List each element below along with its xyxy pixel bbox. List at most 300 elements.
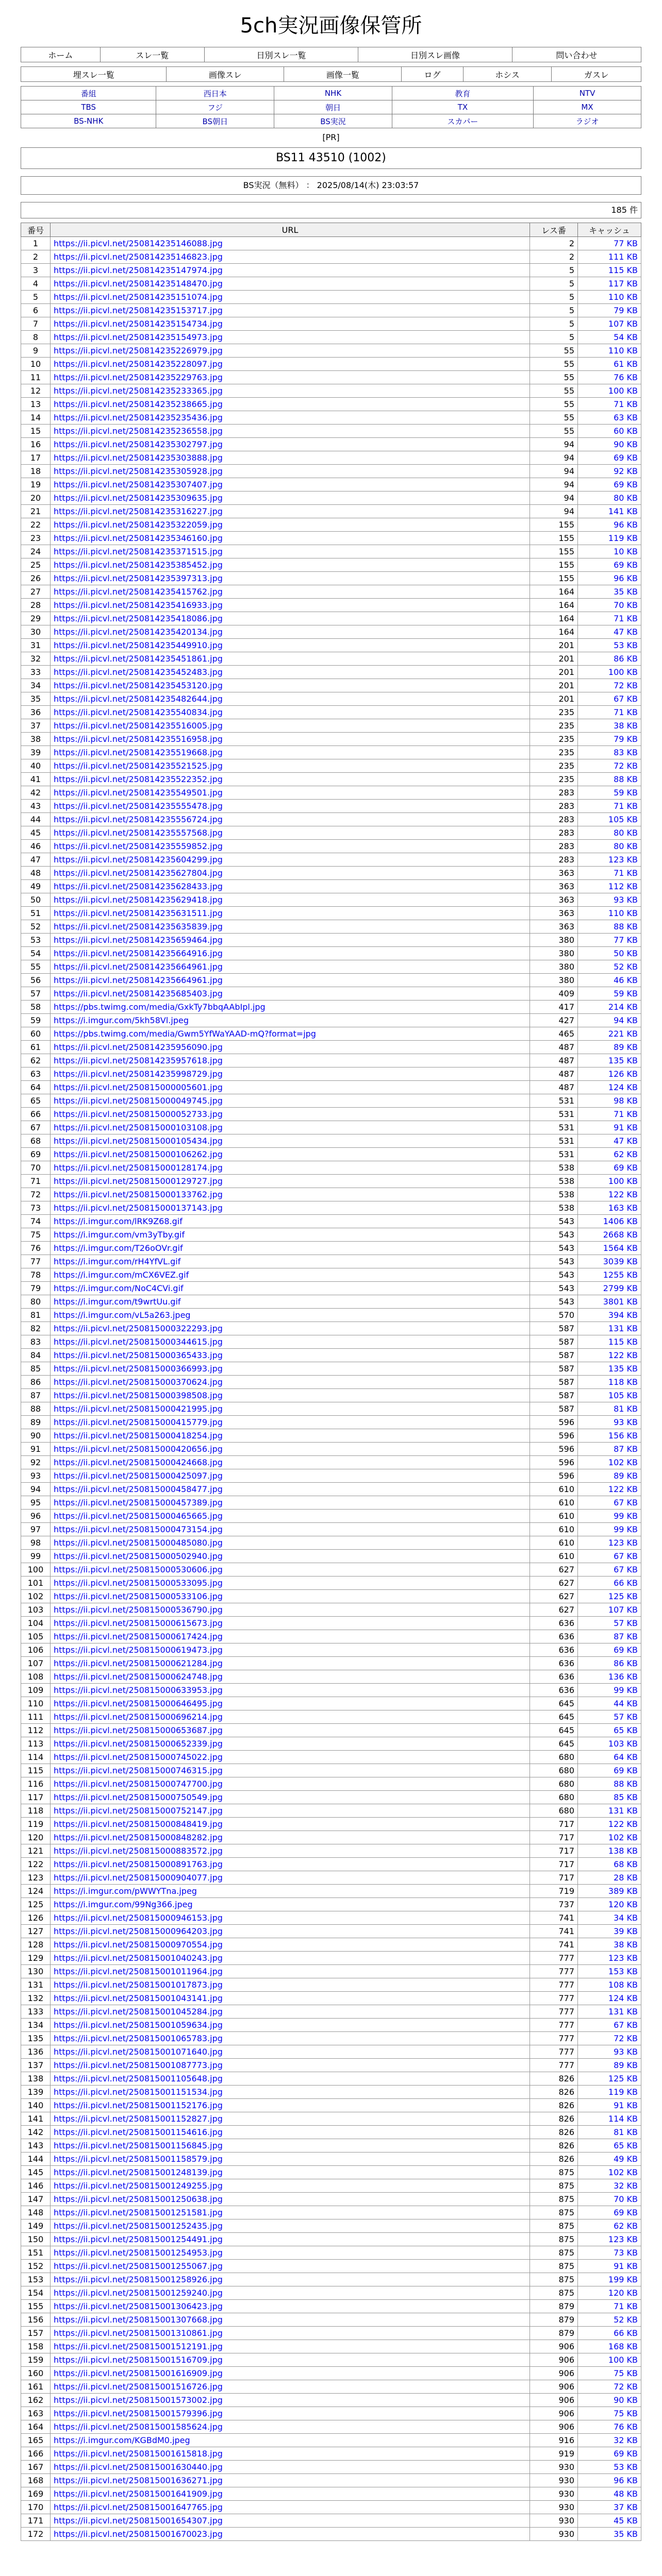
cache-link[interactable]: 71 KB [578,612,641,625]
image-url-link[interactable]: https://ii.picvl.net/250814235519668.jpg [51,746,530,759]
cache-link[interactable]: 100 KB [578,1175,641,1188]
image-url-link[interactable]: https://ii.picvl.net/250815000904077.jpg [51,1871,530,1885]
cache-link[interactable]: 87 KB [578,1443,641,1456]
board-link[interactable]: MX [534,100,641,114]
image-url-link[interactable]: https://ii.picvl.net/250814235322059.jpg [51,518,530,532]
image-url-link[interactable]: https://ii.picvl.net/250814235416933.jpg [51,599,530,612]
cache-link[interactable]: 70 KB [578,2193,641,2206]
cache-link[interactable]: 81 KB [578,2126,641,2139]
image-url-link[interactable]: https://ii.picvl.net/250815000458477.jpg [51,1483,530,1496]
image-url-link[interactable]: https://ii.picvl.net/250815001616909.jpg [51,2367,530,2380]
image-url-link[interactable]: https://ii.picvl.net/250814235307407.jpg [51,478,530,492]
cache-link[interactable]: 35 KB [578,2528,641,2541]
cache-link[interactable]: 67 KB [578,1550,641,1563]
cache-link[interactable]: 100 KB [578,666,641,679]
image-url-link[interactable]: https://ii.picvl.net/250814235154734.jpg [51,317,530,331]
image-url-link[interactable]: https://ii.picvl.net/250815001579396.jpg [51,2407,530,2420]
board-link[interactable]: 教育 [392,87,533,100]
cache-link[interactable]: 46 KB [578,974,641,987]
image-url-link[interactable]: https://ii.picvl.net/250814235685403.jpg [51,987,530,1001]
cache-link[interactable]: 108 KB [578,1978,641,1992]
cache-link[interactable]: 135 KB [578,1054,641,1067]
image-url-link[interactable]: https://ii.picvl.net/250814235346160.jpg [51,532,530,545]
image-url-link[interactable]: https://ii.picvl.net/250814235604299.jpg [51,853,530,867]
image-url-link[interactable]: https://ii.picvl.net/250815000619473.jpg [51,1643,530,1657]
cache-link[interactable]: 66 KB [578,1577,641,1590]
image-url-link[interactable]: https://ii.picvl.net/250815001259240.jpg [51,2286,530,2300]
cache-link[interactable]: 37 KB [578,2501,641,2514]
cache-link[interactable]: 115 KB [578,264,641,277]
cache-link[interactable]: 71 KB [578,398,641,411]
image-url-link[interactable]: https://ii.picvl.net/250815000418254.jpg [51,1429,530,1443]
image-url-link[interactable]: https://ii.picvl.net/250814235559852.jpg [51,840,530,853]
cache-link[interactable]: 100 KB [578,384,641,398]
image-url-link[interactable]: https://ii.picvl.net/250814235516005.jpg [51,719,530,733]
image-url-link[interactable]: https://ii.picvl.net/250815000105434.jpg [51,1134,530,1148]
cache-link[interactable]: 98 KB [578,1094,641,1108]
image-url-link[interactable]: https://ii.picvl.net/250814235235436.jpg [51,411,530,425]
cache-link[interactable]: 120 KB [578,1898,641,1911]
image-url-link[interactable]: https://ii.picvl.net/250815001306423.jpg [51,2300,530,2313]
cache-link[interactable]: 32 KB [578,2179,641,2193]
cache-link[interactable]: 67 KB [578,1496,641,1510]
image-url-link[interactable]: https://ii.picvl.net/250815001512191.jpg [51,2340,530,2353]
image-url-link[interactable]: https://ii.picvl.net/250815001065783.jpg [51,2032,530,2045]
image-url-link[interactable]: https://ii.picvl.net/250815001040243.jpg [51,1952,530,1965]
cache-link[interactable]: 72 KB [578,2032,641,2045]
cache-link[interactable]: 124 KB [578,1081,641,1094]
cache-link[interactable]: 62 KB [578,1148,641,1161]
cache-link[interactable]: 112 KB [578,880,641,893]
image-url-link[interactable]: https://ii.picvl.net/250814235521525.jpg [51,759,530,773]
image-url-link[interactable]: https://ii.picvl.net/250815000365433.jpg [51,1349,530,1362]
image-url-link[interactable]: https://ii.picvl.net/250815001307668.jpg [51,2313,530,2327]
image-url-link[interactable]: https://ii.picvl.net/250814235233365.jpg [51,384,530,398]
image-url-link[interactable]: https://ii.picvl.net/250814235420134.jpg [51,625,530,639]
image-url-link[interactable]: https://ii.picvl.net/250815001156845.jpg [51,2139,530,2153]
cache-link[interactable]: 81 KB [578,1402,641,1416]
image-url-link[interactable]: https://ii.picvl.net/250815001087773.jpg [51,2059,530,2072]
cache-link[interactable]: 72 KB [578,759,641,773]
image-url-link[interactable]: https://ii.picvl.net/250815001105648.jpg [51,2072,530,2086]
cache-link[interactable]: 138 KB [578,1844,641,1858]
image-url-link[interactable]: https://ii.picvl.net/250815001630440.jpg [51,2461,530,2474]
image-url-link[interactable]: https://ii.picvl.net/250814235956090.jpg [51,1041,530,1054]
cache-link[interactable]: 99 KB [578,1523,641,1536]
cache-link[interactable]: 123 KB [578,2233,641,2246]
nav-gasure[interactable]: ガスレ [552,67,641,82]
cache-link[interactable]: 1255 KB [578,1268,641,1282]
image-url-link[interactable]: https://ii.picvl.net/250815001158579.jpg [51,2153,530,2166]
cache-link[interactable]: 126 KB [578,1067,641,1081]
cache-link[interactable]: 120 KB [578,2286,641,2300]
board-link[interactable]: 西日本 [156,87,274,100]
image-url-link[interactable]: https://ii.picvl.net/250814235226979.jpg [51,344,530,358]
cache-link[interactable]: 66 KB [578,2327,641,2340]
cache-link[interactable]: 69 KB [578,1161,641,1175]
nav-image-threads[interactable]: 画像スレ [167,67,284,82]
image-url-link[interactable]: https://ii.picvl.net/250814235371515.jpg [51,545,530,558]
image-url-link[interactable]: https://ii.picvl.net/250815000747700.jpg [51,1777,530,1791]
image-url-link[interactable]: https://pbs.twimg.com/media/Gwm5YfWaYAAD-mQ?format=jpg [51,1027,530,1041]
image-url-link[interactable]: https://ii.picvl.net/250815001255067.jpg [51,2260,530,2273]
image-url-link[interactable]: https://ii.picvl.net/250814235627804.jpg [51,867,530,880]
image-url-link[interactable]: https://ii.picvl.net/250814235316227.jpg [51,505,530,518]
image-url-link[interactable]: https://ii.picvl.net/250814235148470.jpg [51,277,530,291]
image-url-link[interactable]: https://ii.picvl.net/250814235659464.jpg [51,934,530,947]
cache-link[interactable]: 107 KB [578,1603,641,1617]
image-url-link[interactable]: https://ii.picvl.net/250815000128174.jpg [51,1161,530,1175]
image-url-link[interactable]: https://ii.picvl.net/250814235397313.jpg [51,572,530,585]
cache-link[interactable]: 102 KB [578,2166,641,2179]
image-url-link[interactable]: https://ii.picvl.net/250815000398508.jpg [51,1389,530,1402]
image-url-link[interactable]: https://i.imgur.com/NoC4CVi.gif [51,1282,530,1295]
image-url-link[interactable]: https://i.imgur.com/T26oOVr.gif [51,1242,530,1255]
image-url-link[interactable]: https://ii.picvl.net/250815001516709.jpg [51,2353,530,2367]
cache-link[interactable]: 79 KB [578,733,641,746]
cache-link[interactable]: 69 KB [578,2206,641,2219]
image-url-link[interactable]: https://ii.picvl.net/250815001647765.jpg [51,2501,530,2514]
image-url-link[interactable]: https://ii.picvl.net/250815000420656.jpg [51,1443,530,1456]
image-url-link[interactable]: https://ii.picvl.net/250815001059634.jpg [51,2019,530,2032]
cache-link[interactable]: 80 KB [578,840,641,853]
image-url-link[interactable]: https://pbs.twimg.com/media/GxkTy7bbqAAbIpl.jpg [51,1001,530,1014]
board-link[interactable]: NTV [534,87,641,100]
cache-link[interactable]: 59 KB [578,987,641,1001]
cache-link[interactable]: 64 KB [578,1751,641,1764]
image-url-link[interactable]: https://ii.picvl.net/250815001516726.jpg [51,2380,530,2394]
image-url-link[interactable]: https://ii.picvl.net/250815000137143.jpg [51,1201,530,1215]
image-url-link[interactable]: https://ii.picvl.net/250815001043141.jpg [51,1992,530,2005]
image-url-link[interactable]: https://ii.picvl.net/250815000617424.jpg [51,1630,530,1643]
image-url-link[interactable]: https://ii.picvl.net/250815000752147.jpg [51,1804,530,1818]
cache-link[interactable]: 136 KB [578,1670,641,1684]
image-url-link[interactable]: https://i.imgur.com/99Ng366.jpeg [51,1898,530,1911]
cache-link[interactable]: 44 KB [578,1697,641,1710]
cache-link[interactable]: 71 KB [578,2300,641,2313]
cache-link[interactable]: 90 KB [578,2394,641,2407]
cache-link[interactable]: 90 KB [578,438,641,451]
image-url-link[interactable]: https://i.imgur.com/rH4YfVL.gif [51,1255,530,1268]
image-url-link[interactable]: https://ii.picvl.net/250814235664961.jpg [51,960,530,974]
cache-link[interactable]: 2799 KB [578,1282,641,1295]
image-url-link[interactable]: https://ii.picvl.net/250815001154616.jpg [51,2126,530,2139]
cache-link[interactable]: 76 KB [578,2420,641,2434]
image-url-link[interactable]: https://i.imgur.com/mCX6VEZ.gif [51,1268,530,1282]
image-url-link[interactable]: https://ii.picvl.net/250814235302797.jpg [51,438,530,451]
board-link[interactable]: NHK [274,87,392,100]
nav-daily-images[interactable]: 日別スレ画像 [358,47,512,62]
cache-link[interactable]: 96 KB [578,572,641,585]
image-url-link[interactable]: https://ii.picvl.net/250814235236558.jpg [51,425,530,438]
image-url-link[interactable]: https://ii.picvl.net/250814235664961.jpg [51,974,530,987]
image-url-link[interactable]: https://ii.picvl.net/250814235629418.jpg [51,893,530,907]
cache-link[interactable]: 77 KB [578,934,641,947]
cache-link[interactable]: 79 KB [578,304,641,317]
cache-link[interactable]: 50 KB [578,947,641,960]
image-url-link[interactable]: https://ii.picvl.net/250815000344615.jpg [51,1335,530,1349]
cache-link[interactable]: 71 KB [578,867,641,880]
image-url-link[interactable]: https://ii.picvl.net/250815000415779.jpg [51,1416,530,1429]
cache-link[interactable]: 88 KB [578,920,641,934]
image-url-link[interactable]: https://i.imgur.com/lRK9Z68.gif [51,1215,530,1228]
image-url-link[interactable]: https://ii.picvl.net/250815001071640.jpg [51,2045,530,2059]
image-url-link[interactable]: https://ii.picvl.net/250815000106262.jpg [51,1148,530,1161]
cache-link[interactable]: 38 KB [578,1938,641,1952]
cache-link[interactable]: 34 KB [578,1911,641,1925]
cache-link[interactable]: 32 KB [578,2434,641,2447]
image-url-link[interactable]: https://ii.picvl.net/250814235555478.jpg [51,800,530,813]
cache-link[interactable]: 57 KB [578,1710,641,1724]
image-url-link[interactable]: https://ii.picvl.net/250815001152176.jpg [51,2099,530,2112]
image-url-link[interactable]: https://ii.picvl.net/250815000421995.jpg [51,1402,530,1416]
image-url-link[interactable]: https://ii.picvl.net/250815000946153.jpg [51,1911,530,1925]
cache-link[interactable]: 53 KB [578,639,641,652]
cache-link[interactable]: 67 KB [578,2019,641,2032]
cache-link[interactable]: 88 KB [578,1777,641,1791]
cache-link[interactable]: 89 KB [578,1041,641,1054]
image-url-link[interactable]: https://ii.picvl.net/250814235385452.jpg [51,558,530,572]
cache-link[interactable]: 85 KB [578,1791,641,1804]
board-link[interactable]: フジ [156,100,274,114]
cache-link[interactable]: 68 KB [578,1858,641,1871]
cache-link[interactable]: 99 KB [578,1684,641,1697]
cache-link[interactable]: 47 KB [578,1134,641,1148]
cache-link[interactable]: 91 KB [578,2260,641,2273]
image-url-link[interactable]: https://ii.picvl.net/250815000533095.jpg [51,1577,530,1590]
image-url-link[interactable]: https://ii.picvl.net/250814235664916.jpg [51,947,530,960]
image-url-link[interactable]: https://ii.picvl.net/250814235147974.jpg [51,264,530,277]
image-url-link[interactable]: https://ii.picvl.net/250815000465665.jpg [51,1510,530,1523]
cache-link[interactable]: 1406 KB [578,1215,641,1228]
image-url-link[interactable]: https://i.imgur.com/vm3yTby.gif [51,1228,530,1242]
cache-link[interactable]: 103 KB [578,1737,641,1751]
image-url-link[interactable]: https://ii.picvl.net/250814235556724.jpg [51,813,530,826]
image-url-link[interactable]: https://ii.picvl.net/250815000646495.jpg [51,1697,530,1710]
cache-link[interactable]: 110 KB [578,291,641,304]
image-url-link[interactable]: https://ii.picvl.net/250815001248139.jpg [51,2166,530,2179]
cache-link[interactable]: 62 KB [578,2219,641,2233]
cache-link[interactable]: 92 KB [578,465,641,478]
cache-link[interactable]: 69 KB [578,451,641,465]
image-url-link[interactable]: https://ii.picvl.net/250814235305928.jpg [51,465,530,478]
image-url-link[interactable]: https://ii.picvl.net/250814235957618.jpg [51,1054,530,1067]
image-url-link[interactable]: https://ii.picvl.net/250815001636271.jpg [51,2474,530,2487]
cache-link[interactable]: 49 KB [578,2153,641,2166]
board-link[interactable]: BS-NHK [21,114,156,128]
image-url-link[interactable]: https://ii.picvl.net/250815001585624.jpg [51,2420,530,2434]
image-url-link[interactable]: https://ii.picvl.net/250815001254491.jpg [51,2233,530,2246]
board-link[interactable]: BS実況 [274,114,392,128]
cache-link[interactable]: 96 KB [578,518,641,532]
cache-link[interactable]: 105 KB [578,1389,641,1402]
cache-link[interactable]: 105 KB [578,813,641,826]
image-url-link[interactable]: https://ii.picvl.net/250815000473154.jpg [51,1523,530,1536]
image-url-link[interactable]: https://ii.picvl.net/250815000746315.jpg [51,1764,530,1777]
cache-link[interactable]: 122 KB [578,1483,641,1496]
cache-link[interactable]: 28 KB [578,1871,641,1885]
cache-link[interactable]: 131 KB [578,1322,641,1335]
cache-link[interactable]: 69 KB [578,478,641,492]
cache-link[interactable]: 73 KB [578,2246,641,2260]
cache-link[interactable]: 65 KB [578,2139,641,2153]
image-url-link[interactable]: https://ii.picvl.net/250815001252435.jpg [51,2219,530,2233]
cache-link[interactable]: 77 KB [578,237,641,250]
image-url-link[interactable]: https://ii.picvl.net/250815000052733.jpg [51,1108,530,1121]
cache-link[interactable]: 75 KB [578,2407,641,2420]
image-url-link[interactable]: https://ii.picvl.net/250815001573002.jpg [51,2394,530,2407]
cache-link[interactable]: 107 KB [578,317,641,331]
cache-link[interactable]: 71 KB [578,706,641,719]
cache-link[interactable]: 123 KB [578,1952,641,1965]
cache-link[interactable]: 131 KB [578,2005,641,2019]
cache-link[interactable]: 96 KB [578,2474,641,2487]
cache-link[interactable]: 100 KB [578,2353,641,2367]
cache-link[interactable]: 389 KB [578,1885,641,1898]
image-url-link[interactable]: https://ii.picvl.net/250815000964203.jpg [51,1925,530,1938]
image-url-link[interactable]: https://ii.picvl.net/250815001151534.jpg [51,2086,530,2099]
image-url-link[interactable]: https://ii.picvl.net/250815000129727.jpg [51,1175,530,1188]
image-url-link[interactable]: https://ii.picvl.net/250815001011964.jpg [51,1965,530,1978]
image-url-link[interactable]: https://ii.picvl.net/250815000425097.jpg [51,1469,530,1483]
image-url-link[interactable]: https://ii.picvl.net/250814235151074.jpg [51,291,530,304]
nav-daily-threads[interactable]: 日別スレ一覧 [204,47,358,62]
cache-link[interactable]: 141 KB [578,505,641,518]
cache-link[interactable]: 59 KB [578,786,641,800]
cache-link[interactable]: 87 KB [578,1630,641,1643]
image-url-link[interactable]: https://ii.picvl.net/250815000133762.jpg [51,1188,530,1201]
image-url-link[interactable]: https://ii.picvl.net/250815001249255.jpg [51,2179,530,2193]
cache-link[interactable]: 75 KB [578,2367,641,2380]
cache-link[interactable]: 54 KB [578,331,641,344]
image-url-link[interactable]: https://ii.picvl.net/250815000005601.jpg [51,1081,530,1094]
image-url-link[interactable]: https://ii.picvl.net/250815000533106.jpg [51,1590,530,1603]
board-link[interactable]: 番組 [21,87,156,100]
cache-link[interactable]: 3801 KB [578,1295,641,1309]
cache-link[interactable]: 99 KB [578,1510,641,1523]
cache-link[interactable]: 115 KB [578,1335,641,1349]
image-url-link[interactable]: https://ii.picvl.net/250815000696214.jpg [51,1710,530,1724]
image-url-link[interactable]: https://ii.picvl.net/250814235415762.jpg [51,585,530,599]
image-url-link[interactable]: https://ii.picvl.net/250814235482644.jpg [51,692,530,706]
image-url-link[interactable]: https://ii.picvl.net/250815000891763.jpg [51,1858,530,1871]
image-url-link[interactable]: https://ii.picvl.net/250815001615818.jpg [51,2447,530,2461]
image-url-link[interactable]: https://ii.picvl.net/250815001250638.jpg [51,2193,530,2206]
image-url-link[interactable]: https://ii.picvl.net/250814235635839.jpg [51,920,530,934]
cache-link[interactable]: 70 KB [578,599,641,612]
cache-link[interactable]: 60 KB [578,425,641,438]
cache-link[interactable]: 125 KB [578,1590,641,1603]
cache-link[interactable]: 2668 KB [578,1228,641,1242]
cache-link[interactable]: 88 KB [578,773,641,786]
image-url-link[interactable]: https://ii.picvl.net/250815000621284.jpg [51,1657,530,1670]
image-url-link[interactable]: https://ii.picvl.net/250814235303888.jpg [51,451,530,465]
image-url-link[interactable]: https://ii.picvl.net/250814235628433.jpg [51,880,530,893]
cache-link[interactable]: 52 KB [578,960,641,974]
cache-link[interactable]: 91 KB [578,2099,641,2112]
nav-contact[interactable]: 問い合わせ [512,47,641,62]
image-url-link[interactable]: https://ii.picvl.net/250815001670023.jpg [51,2528,530,2541]
cache-link[interactable]: 93 KB [578,2045,641,2059]
board-link[interactable]: TX [392,100,533,114]
image-url-link[interactable]: https://ii.picvl.net/250815001251581.jpg [51,2206,530,2219]
board-link[interactable]: 朝日 [274,100,392,114]
cache-link[interactable]: 80 KB [578,492,641,505]
cache-link[interactable]: 117 KB [578,277,641,291]
image-url-link[interactable]: https://ii.picvl.net/250815000750549.jpg [51,1791,530,1804]
image-url-link[interactable]: https://ii.picvl.net/250814235631511.jpg [51,907,530,920]
cache-link[interactable]: 3039 KB [578,1255,641,1268]
image-url-link[interactable]: https://ii.picvl.net/250815000424668.jpg [51,1456,530,1469]
cache-link[interactable]: 52 KB [578,2313,641,2327]
image-url-link[interactable]: https://ii.picvl.net/250814235238665.jpg [51,398,530,411]
image-url-link[interactable]: https://ii.picvl.net/250815000615673.jpg [51,1617,530,1630]
cache-link[interactable]: 122 KB [578,1818,641,1831]
cache-link[interactable]: 57 KB [578,1617,641,1630]
image-url-link[interactable]: https://ii.picvl.net/250814235549501.jpg [51,786,530,800]
cache-link[interactable]: 63 KB [578,411,641,425]
image-url-link[interactable]: https://ii.picvl.net/250815001258926.jpg [51,2273,530,2286]
image-url-link[interactable]: https://ii.picvl.net/250815000536790.jpg [51,1603,530,1617]
cache-link[interactable]: 122 KB [578,1188,641,1201]
image-url-link[interactable]: https://ii.picvl.net/250815001310861.jpg [51,2327,530,2340]
image-url-link[interactable]: https://ii.picvl.net/250814235522352.jpg [51,773,530,786]
nav-home[interactable]: ホーム [21,47,101,62]
image-url-link[interactable]: https://ii.picvl.net/250815000485080.jpg [51,1536,530,1550]
image-url-link[interactable]: https://ii.picvl.net/250815001654307.jpg [51,2514,530,2528]
image-url-link[interactable]: https://ii.picvl.net/250814235309635.jpg [51,492,530,505]
cache-link[interactable]: 80 KB [578,826,641,840]
image-url-link[interactable]: https://ii.picvl.net/250815001641909.jpg [51,2487,530,2501]
nav-buried-threads[interactable]: 埋スレ一覧 [21,67,167,82]
cache-link[interactable]: 72 KB [578,679,641,692]
cache-link[interactable]: 67 KB [578,692,641,706]
cache-link[interactable]: 123 KB [578,1536,641,1550]
cache-link[interactable]: 86 KB [578,652,641,666]
cache-link[interactable]: 89 KB [578,2059,641,2072]
image-url-link[interactable]: https://ii.picvl.net/250815000530606.jpg [51,1563,530,1577]
nav-thread-list[interactable]: スレ一覧 [100,47,204,62]
cache-link[interactable]: 91 KB [578,1121,641,1134]
cache-link[interactable]: 38 KB [578,719,641,733]
image-url-link[interactable]: https://ii.picvl.net/250815000370624.jpg [51,1376,530,1389]
cache-link[interactable]: 72 KB [578,2380,641,2394]
nav-log[interactable]: ログ [402,67,463,82]
cache-link[interactable]: 93 KB [578,893,641,907]
cache-link[interactable]: 102 KB [578,1831,641,1844]
image-url-link[interactable]: https://ii.picvl.net/250815000103108.jpg [51,1121,530,1134]
image-url-link[interactable]: https://ii.picvl.net/250814235998729.jpg [51,1067,530,1081]
image-url-link[interactable]: https://ii.picvl.net/250815000745022.jpg [51,1751,530,1764]
image-url-link[interactable]: https://ii.picvl.net/250815000970554.jpg [51,1938,530,1952]
image-url-link[interactable]: https://ii.picvl.net/250814235451861.jpg [51,652,530,666]
cache-link[interactable]: 69 KB [578,1643,641,1657]
cache-link[interactable]: 67 KB [578,1563,641,1577]
image-url-link[interactable]: https://ii.picvl.net/250814235154973.jpg [51,331,530,344]
cache-link[interactable]: 114 KB [578,2112,641,2126]
cache-link[interactable]: 93 KB [578,1416,641,1429]
cache-link[interactable]: 94 KB [578,1014,641,1027]
image-url-link[interactable]: https://ii.picvl.net/250815000653687.jpg [51,1724,530,1737]
image-url-link[interactable]: https://ii.picvl.net/250814235449910.jpg [51,639,530,652]
image-url-link[interactable]: https://ii.picvl.net/250815000502940.jpg [51,1550,530,1563]
cache-link[interactable]: 110 KB [578,344,641,358]
cache-link[interactable]: 119 KB [578,2086,641,2099]
image-url-link[interactable]: https://ii.picvl.net/250814235453120.jpg [51,679,530,692]
cache-link[interactable]: 86 KB [578,1657,641,1670]
cache-link[interactable]: 53 KB [578,2461,641,2474]
cache-link[interactable]: 125 KB [578,2072,641,2086]
